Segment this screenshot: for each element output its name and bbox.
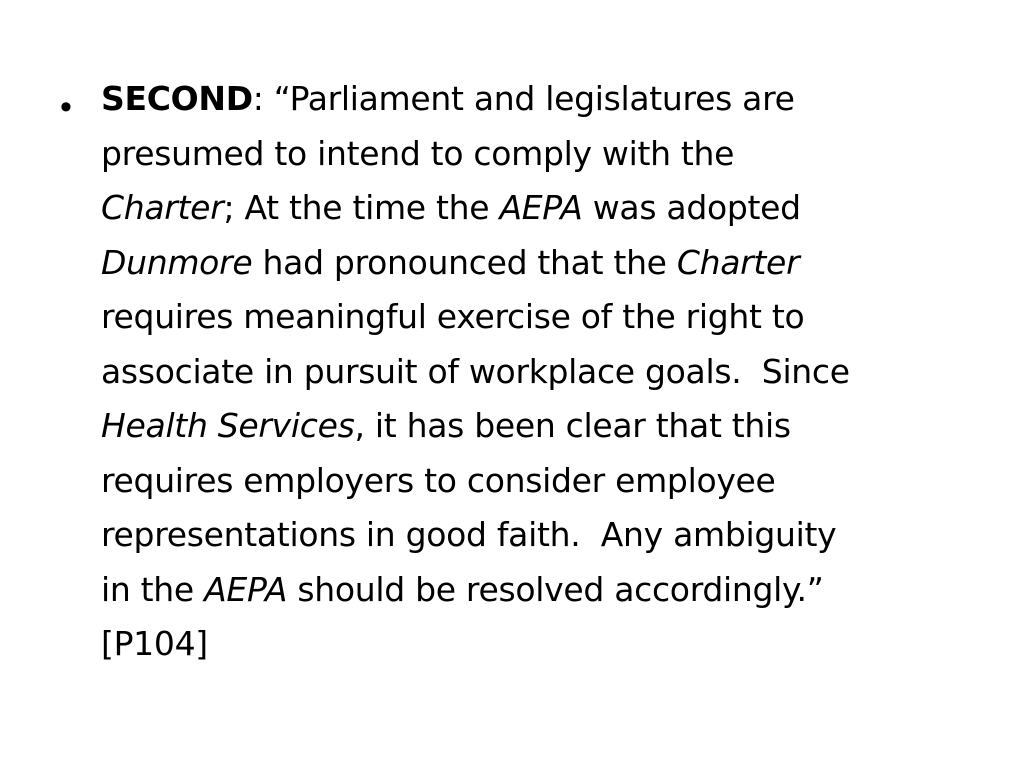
- text-line: [101, 345, 961, 400]
- italic-text-run: Charter: [676, 242, 800, 282]
- italic-text-run: AEPA: [499, 188, 583, 227]
- text-line: [101, 290, 961, 345]
- bold-text-run: SECOND: [101, 79, 253, 118]
- text-run: associate in pursuit of workplace goals. Since: [101, 351, 850, 391]
- text-run: : “Parliament and legislatures are: [252, 79, 795, 118]
- text-run: ; At the time the: [223, 188, 500, 227]
- text-line: [101, 617, 961, 672]
- text-run: , it has been clear that this: [354, 406, 791, 445]
- bullet-icon: •: [60, 88, 72, 126]
- text-line: [101, 127, 961, 182]
- text-line: [101, 236, 961, 291]
- bullet-paragraph: [101, 72, 961, 672]
- text-run: presumed to intend to comply with the: [101, 133, 735, 173]
- text-line: [101, 399, 961, 454]
- text-run: representations in good faith. Any ambiguity: [101, 515, 837, 554]
- text-line: [101, 181, 961, 236]
- text-run: requires employers to consider employee: [101, 460, 776, 500]
- text-line: [101, 563, 961, 618]
- text-run: [P104]: [101, 624, 208, 663]
- text-line: [101, 454, 961, 509]
- text-run: should be resolved accordingly.”: [287, 569, 824, 609]
- italic-text-run: Charter: [101, 188, 224, 227]
- text-run: in the: [101, 569, 205, 609]
- italic-text-run: Health Services: [101, 406, 355, 445]
- italic-text-run: Dunmore: [101, 242, 253, 282]
- italic-text-run: AEPA: [204, 569, 288, 609]
- text-run: requires meaningful exercise of the right to: [101, 297, 805, 336]
- text-line: [101, 508, 961, 563]
- text-run: had pronounced that the: [252, 242, 677, 282]
- text-run: was adopted: [582, 188, 801, 227]
- text-line: [101, 72, 961, 127]
